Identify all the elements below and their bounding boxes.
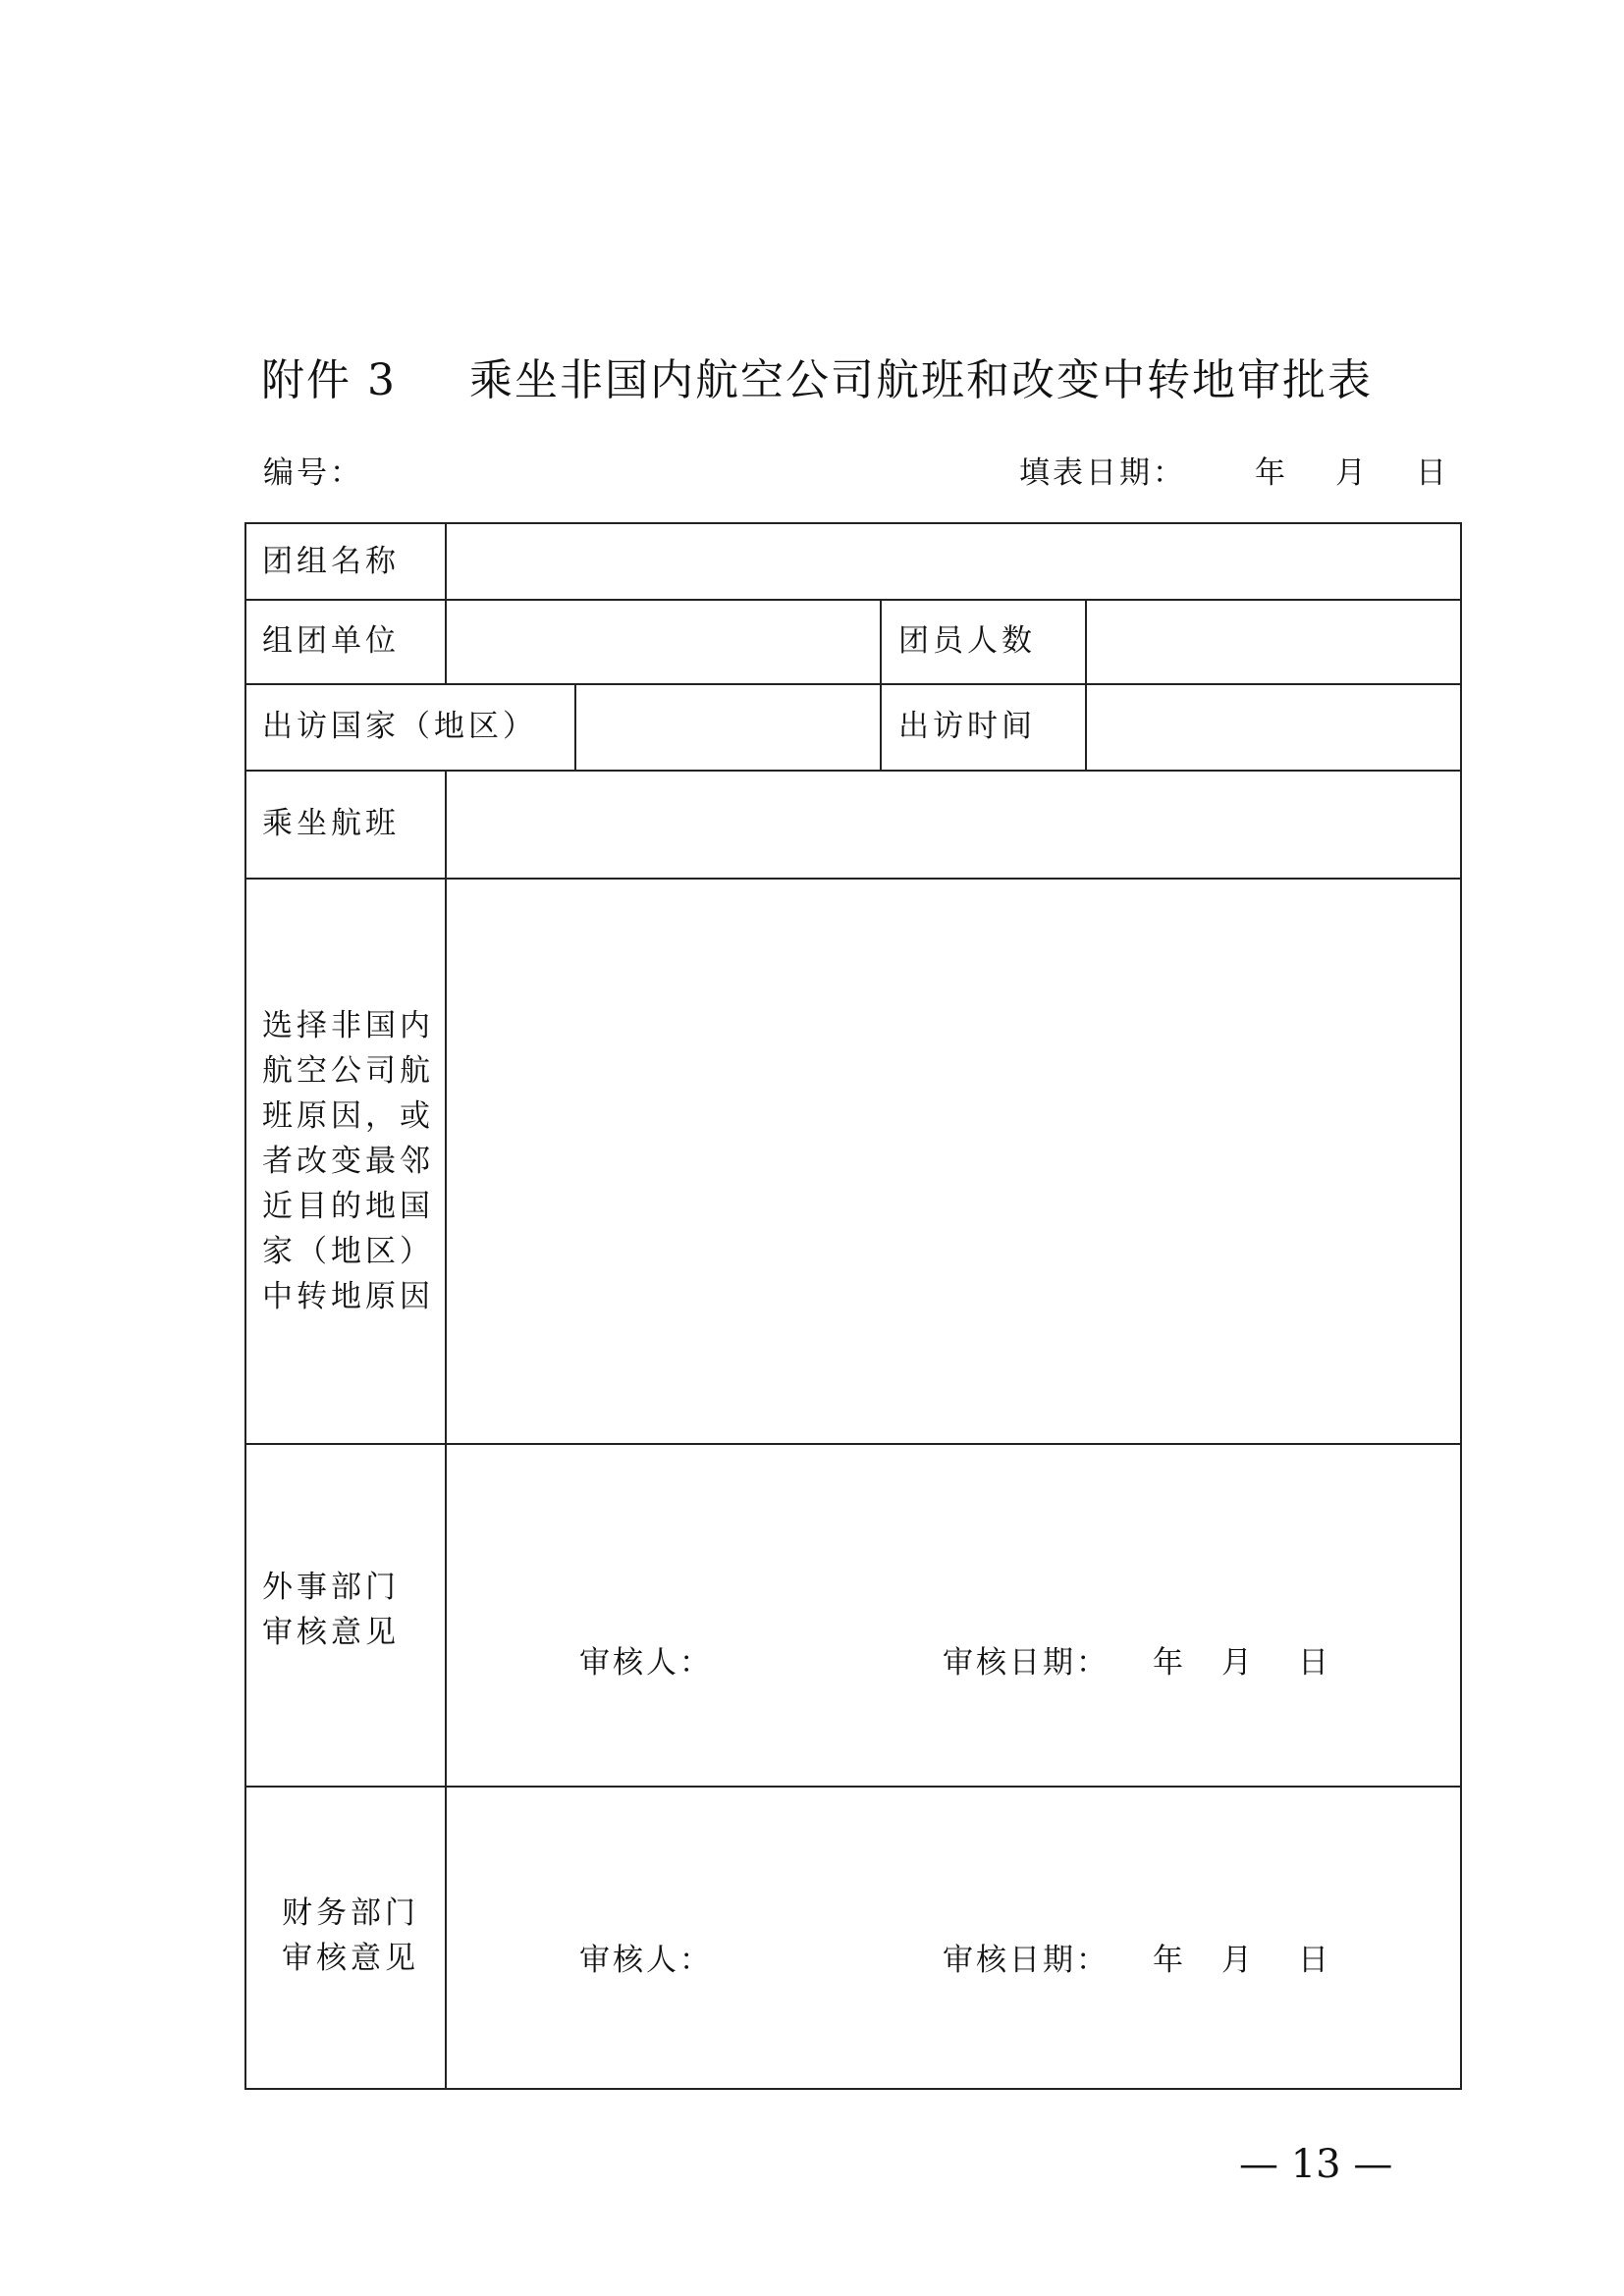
label-column-divider: [445, 522, 447, 684]
group-name-label: 团组名称: [262, 544, 400, 579]
table-border-right: [1460, 522, 1462, 2090]
foreign-affairs-review-label: 外事部门审核意见: [262, 1570, 400, 1650]
organizer-label: 组团单位: [262, 623, 400, 659]
country-column-divider: [574, 683, 576, 771]
serial-number-label: 编号：: [263, 455, 363, 491]
fill-date-line: [1019, 454, 1449, 493]
foreign-affairs-review-date: [943, 1643, 1331, 1682]
row-divider: [244, 599, 1462, 601]
table-border-left: [244, 522, 246, 2090]
fill-date-day: 日: [1416, 455, 1449, 491]
fill-date-month: 月: [1335, 455, 1369, 491]
approval-form-table: [244, 522, 1462, 2090]
middle-column-divider: [880, 599, 882, 771]
form-title: 乘坐非国内航空公司航班和改变中转地审批表: [469, 355, 1373, 405]
fill-date-year: 年: [1255, 455, 1288, 491]
visit-time-label: 出访时间: [898, 709, 1036, 744]
fill-date-label: 填表日期：: [1019, 455, 1186, 491]
review-date-year: 年: [1153, 1645, 1186, 1681]
row-divider: [244, 1443, 1462, 1445]
row-divider: [244, 1786, 1462, 1788]
attachment-label: 附件 3: [261, 355, 397, 405]
foreign-affairs-reviewer-label: 审核人：: [579, 1645, 713, 1681]
label-column-divider: [445, 770, 447, 2090]
visit-country-label: 出访国家（地区）: [262, 709, 537, 744]
table-border-bottom: [244, 2088, 1462, 2090]
reason-label: 选择非国内航空公司航班原因，或者改变最邻近目的地国家（地区）中转地原因: [262, 1008, 434, 1314]
member-count-label: 团员人数: [898, 623, 1036, 659]
flight-label: 乘坐航班: [262, 806, 400, 841]
document-title: [261, 351, 1373, 410]
review-date-day: 日: [1298, 1645, 1331, 1681]
finance-review-label: 财务部门审核意见: [282, 1896, 419, 1976]
row-divider: [244, 770, 1462, 772]
finance-review-date: [943, 1941, 1331, 1980]
row-divider: [244, 878, 1462, 880]
review-date-day: 日: [1298, 1943, 1331, 1978]
right-label-column-divider: [1085, 599, 1087, 771]
review-date-year: 年: [1153, 1943, 1186, 1978]
finance-reviewer-label: 审核人：: [579, 1943, 713, 1978]
review-date-label: 审核日期：: [943, 1943, 1110, 1978]
review-date-month: 月: [1221, 1943, 1255, 1978]
page-number: — 13 —: [1239, 2142, 1393, 2187]
table-border-top: [244, 522, 1462, 524]
review-date-month: 月: [1221, 1645, 1255, 1681]
review-date-label: 审核日期：: [943, 1645, 1110, 1681]
row-divider: [244, 683, 1462, 685]
